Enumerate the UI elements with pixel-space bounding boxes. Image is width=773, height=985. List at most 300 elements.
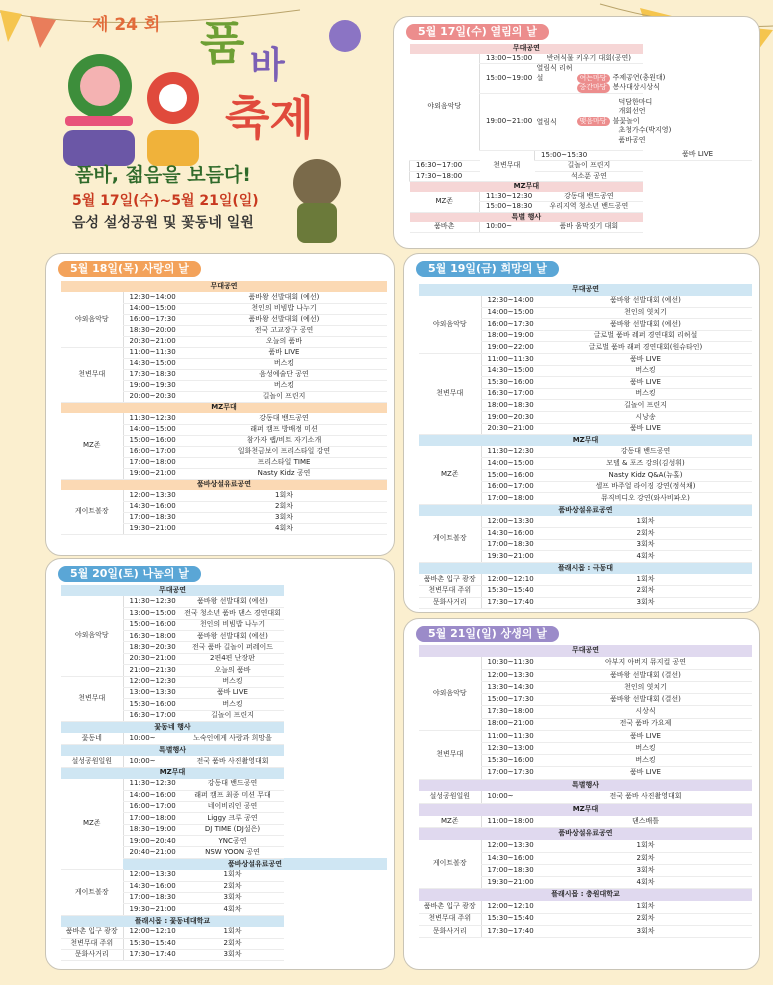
time-cell: 10:00~ xyxy=(123,733,181,744)
section-title: 무대공연 xyxy=(419,645,752,657)
section-title: 특별 행사 xyxy=(410,212,644,222)
venue-cell: MZ존 xyxy=(61,413,123,479)
program-item: 불꽃놀이 xyxy=(612,116,640,125)
section-header xyxy=(61,281,387,292)
event-cell: 강동대 밴드공연 xyxy=(181,779,284,790)
event-cell: 강동대 밴드공연 xyxy=(539,446,752,458)
venue-cell: 게이트볼장 xyxy=(61,490,123,534)
time-cell: 14:30~15:00 xyxy=(123,358,181,369)
venue-cell: MZ존 xyxy=(419,446,481,504)
time-cell: 15:00~18:30 xyxy=(480,202,535,213)
event-cell: 일화천금보이 프리스타일 강연 xyxy=(181,446,387,457)
section-title: MZ무대 xyxy=(410,182,644,192)
section-title: 품바상설유료공연 xyxy=(419,828,752,840)
schedule-row xyxy=(419,574,752,586)
section-header xyxy=(61,744,387,755)
time-cell: 12:00~12:10 xyxy=(481,901,539,913)
section-title: MZ무대 xyxy=(61,402,387,413)
time-cell: 11:00~11:30 xyxy=(481,730,539,742)
time-cell: 18:00~18:30 xyxy=(481,400,539,412)
event-cell: 3회차 xyxy=(539,864,752,876)
venue-cell: 천변무대 주위 xyxy=(61,938,123,949)
section-title: 플래시몹 : 꽃동네대학교 xyxy=(61,915,284,926)
event-cell: 우리지역 청소년 밴드공연 xyxy=(535,202,644,213)
event-cell: 2회차 xyxy=(539,852,752,864)
venue-cell: 천변무대 xyxy=(480,150,535,182)
time-cell: 17:00~18:30 xyxy=(123,893,181,904)
festival-name-ba: 바 xyxy=(250,45,285,86)
venue-cell: 문화사거리 xyxy=(419,925,481,937)
section-header xyxy=(61,479,387,490)
event-cell: 품바왕 선발대회 (예선) xyxy=(181,596,284,607)
time-cell: 19:30~21:00 xyxy=(481,551,539,563)
time-cell: 14:30~15:00 xyxy=(481,365,539,377)
event-cell: 버스킹 xyxy=(539,365,752,377)
time-cell: 12:00~13:30 xyxy=(123,870,181,881)
program-item: 품바공연 xyxy=(618,135,646,144)
schedule-row xyxy=(419,913,752,925)
event-cell: 전국 품바 길놀이 퍼레이드 xyxy=(181,642,284,653)
time-cell: 11:30~12:30 xyxy=(481,446,539,458)
event-cell: 길놀이 프린지 xyxy=(181,710,284,721)
schedule-row xyxy=(61,756,387,767)
time-cell: 21:00~21:30 xyxy=(123,665,181,676)
venue-cell: 천변무대 xyxy=(419,730,481,779)
time-cell: 10:00~ xyxy=(480,222,535,232)
time-cell: 12:00~12:10 xyxy=(123,927,181,938)
time-cell: 13:00~13:30 xyxy=(123,688,181,699)
event-cell: 래퍼 캠프 최종 미션 무대 xyxy=(181,790,284,801)
day20-header: 5월 20일(토) 나눔의 날 xyxy=(58,566,201,582)
event-cell: Nasty Kidz Q&A(뉴홀) xyxy=(539,470,752,482)
time-cell: 16:30~18:00 xyxy=(123,631,181,642)
event-cell: 2회차 xyxy=(181,938,284,949)
section-title: 무대공연 xyxy=(419,284,752,296)
schedule-row xyxy=(419,840,752,852)
schedule-row xyxy=(410,161,753,172)
schedule-row xyxy=(410,54,753,64)
event-cell: 버스킹 xyxy=(181,699,284,710)
section-title: MZ무대 xyxy=(61,767,284,778)
event-cell: 4회차 xyxy=(539,551,752,563)
time-cell: 15:00~17:30 xyxy=(481,694,539,706)
event-cell: 버스킹 xyxy=(539,388,752,400)
event-cell: 강동대 밴드공연 xyxy=(181,413,387,424)
section-header xyxy=(61,722,387,733)
event-cell: 품바 LIVE xyxy=(539,423,752,435)
event-cell: 길놀이 프린지 xyxy=(539,400,752,412)
venue-cell: 야외음악당 xyxy=(410,54,480,161)
day20-table xyxy=(61,585,387,961)
section-header xyxy=(419,828,752,840)
time-cell: 15:30~16:00 xyxy=(481,377,539,389)
schedule-row xyxy=(419,516,752,528)
venue-cell: 야외음악당 xyxy=(61,596,123,676)
day17-table xyxy=(409,44,752,233)
festival-name-bottom: 축제 xyxy=(225,91,314,145)
section-header xyxy=(419,889,752,901)
schedule-row xyxy=(61,413,387,424)
time-cell: 19:00~22:00 xyxy=(481,342,539,354)
time-cell: 11:00~11:30 xyxy=(123,347,181,358)
venue-cell: 문화사거리 xyxy=(419,597,481,609)
time-cell: 20:40~21:00 xyxy=(123,847,181,858)
venue-cell: MZ존 xyxy=(419,816,481,828)
section-header xyxy=(419,645,752,657)
event-cell: 2회차 xyxy=(539,913,752,925)
time-cell: 16:30~17:00 xyxy=(123,710,181,721)
opening-label: 열림식 리허설 xyxy=(536,64,573,82)
section-header xyxy=(419,562,752,574)
time-cell: 17:30~17:40 xyxy=(123,950,181,961)
time-cell: 17:00~18:00 xyxy=(123,457,181,468)
event-cell: 래퍼 캠프 방배정 미션 xyxy=(181,424,387,435)
event-cell: 노숙인에게 사랑과 희망을 xyxy=(181,733,284,744)
event-cell: Nasty Kidz 공연 xyxy=(181,468,387,479)
edition-label: 제 24 회 xyxy=(92,15,161,35)
schedule-row xyxy=(419,657,752,669)
venue-cell: 천변무대 주위 xyxy=(419,913,481,925)
time-cell: 16:30~17:00 xyxy=(481,388,539,400)
schedule-row xyxy=(61,927,387,938)
schedule-row xyxy=(410,222,753,232)
event-cell xyxy=(535,64,666,94)
event-cell: YNC공연 xyxy=(181,836,284,847)
venue-cell: MZ존 xyxy=(410,192,480,213)
event-cell: 글로벌 품바 레퍼 경연대회 리허설 xyxy=(539,330,752,342)
event-cell: 버스킹 xyxy=(181,358,387,369)
event-cell: 버스킹 xyxy=(539,755,752,767)
time-cell: 14:00~15:00 xyxy=(123,303,181,314)
schedule-row xyxy=(61,950,387,961)
venue-cell: 천변무대 xyxy=(61,676,123,722)
event-cell: 전국 품바 사진촬영대회 xyxy=(181,756,284,767)
time-cell: 12:30~14:00 xyxy=(123,292,181,303)
event-cell: 3회차 xyxy=(539,539,752,551)
time-cell: 17:30~17:40 xyxy=(481,597,539,609)
event-cell: 참가자 랩/비트 자기소개 xyxy=(181,435,387,446)
event-cell: 품바왕 선발대회 (결선) xyxy=(539,694,752,706)
event-cell: 3회차 xyxy=(539,925,752,937)
section-title: 꽃동네 행사 xyxy=(61,722,284,733)
schedule-row xyxy=(419,597,752,609)
time-cell: 18:00~21:00 xyxy=(481,718,539,730)
day18-header: 5월 18일(목) 사랑의 날 xyxy=(58,261,201,277)
event-cell: 품바 LIVE xyxy=(539,377,752,389)
festival-dates: 5월 17일(수)~5월 21일(일) xyxy=(72,193,259,209)
time-cell: 11:30~12:30 xyxy=(123,596,181,607)
time-cell: 17:00~18:00 xyxy=(123,813,181,824)
event-cell: 전국 청소년 품바 댄스 경연대회 xyxy=(181,608,284,619)
program-line xyxy=(577,98,672,108)
tag-yeoneun: 여는마당 xyxy=(577,74,610,84)
section-title: 플래시몹 : 극동대 xyxy=(419,562,752,574)
schedule-row xyxy=(61,870,387,881)
event-cell: 3회차 xyxy=(181,893,284,904)
time-cell: 13:00~15:00 xyxy=(123,608,181,619)
schedule-row xyxy=(419,791,752,803)
time-cell: 17:00~18:30 xyxy=(481,539,539,551)
time-cell: 14:00~15:00 xyxy=(481,307,539,319)
event-cell: 4회차 xyxy=(539,877,752,889)
schedule-row xyxy=(61,938,387,949)
section-header xyxy=(419,779,752,791)
schedule-row xyxy=(61,292,387,303)
time-cell: 18:00~19:00 xyxy=(481,330,539,342)
program-line xyxy=(577,136,672,146)
day21-table xyxy=(419,645,752,938)
venue-cell: 천변무대 주위 xyxy=(419,585,481,597)
time-cell: 15:30~15:40 xyxy=(481,585,539,597)
time-cell: 19:00~20:40 xyxy=(123,836,181,847)
schedule-row xyxy=(419,585,752,597)
schedule-row xyxy=(61,347,387,358)
time-cell: 19:30~21:00 xyxy=(123,904,181,915)
time-cell: 19:00~21:00 xyxy=(123,468,181,479)
day19-table xyxy=(419,284,752,609)
program-item: 덕담한마디 xyxy=(618,97,653,106)
time-cell: 16:00~17:30 xyxy=(481,319,539,331)
event-cell: 1회차 xyxy=(181,490,387,501)
time-cell: 15:30~16:00 xyxy=(123,699,181,710)
event-cell: 길놀이 프린지 xyxy=(181,391,387,402)
time-cell: 19:30~21:00 xyxy=(123,523,181,534)
schedule-row xyxy=(419,816,752,828)
event-cell: 강동대 밴드공연 xyxy=(535,192,644,202)
event-cell: 시낭송 xyxy=(539,412,752,424)
event-cell: 품바 LIVE xyxy=(643,150,752,161)
event-cell: 1회차 xyxy=(181,927,284,938)
time-cell: 14:30~16:00 xyxy=(481,852,539,864)
section-title: 품바상설유료공연 xyxy=(61,479,387,490)
event-cell: 1회차 xyxy=(539,901,752,913)
schedule-row xyxy=(61,676,387,687)
time-cell: 15:00~15:30 xyxy=(535,150,644,161)
time-cell: 12:30~14:00 xyxy=(481,296,539,308)
event-cell: 프리스타일 TIME xyxy=(181,457,387,468)
time-cell: 11:30~12:30 xyxy=(480,192,535,202)
time-cell: 14:30~16:00 xyxy=(123,501,181,512)
time-cell: 11:00~18:00 xyxy=(481,816,539,828)
event-cell: 4회차 xyxy=(181,904,284,915)
program-list xyxy=(577,98,672,146)
event-cell: NSW YOON 공연 xyxy=(181,847,284,858)
time-cell: 17:00~18:00 xyxy=(481,493,539,505)
event-cell: 품바왕 선발대회 (예선) xyxy=(181,631,284,642)
event-cell: 시상식 xyxy=(539,706,752,718)
time-cell: 17:30~18:00 xyxy=(410,171,480,182)
time-cell: 17:00~17:30 xyxy=(481,767,539,779)
event-cell: 품바왕 선발대회 (결선) xyxy=(539,669,752,681)
time-cell: 12:00~13:30 xyxy=(481,516,539,528)
day17-header: 5월 17일(수) 열림의 날 xyxy=(406,24,549,40)
event-cell: 품바 LIVE xyxy=(181,347,387,358)
event-cell: 천인의 비빔밥 나누기 xyxy=(181,303,387,314)
day19-header: 5월 19일(금) 희망의 날 xyxy=(416,261,559,277)
section-header xyxy=(419,284,752,296)
event-cell: 1회차 xyxy=(539,516,752,528)
event-cell: 품바왕 선발대회 (예선) xyxy=(539,296,752,308)
time-cell: 16:00~17:00 xyxy=(123,801,181,812)
event-cell: 품바 LIVE xyxy=(539,354,752,366)
section-header xyxy=(61,585,387,596)
time-cell: 14:30~16:00 xyxy=(481,527,539,539)
time-cell: 20:30~21:00 xyxy=(123,336,181,347)
venue-cell: 야외음악당 xyxy=(61,292,123,347)
schedule-row xyxy=(410,192,753,202)
day17-card xyxy=(393,16,760,249)
time-cell: 12:00~12:10 xyxy=(481,574,539,586)
event-cell: 품바 움막짓기 대회 xyxy=(535,222,644,232)
venue-cell: MZ존 xyxy=(61,779,123,870)
schedule-row xyxy=(419,296,752,308)
schedule-row xyxy=(410,171,753,182)
time-cell: 19:00~20:30 xyxy=(481,412,539,424)
festival-venue: 음성 설성공원 및 꽃동네 일원 xyxy=(72,215,254,231)
event-cell: 2회차 xyxy=(539,585,752,597)
event-cell: 댄스배틀 xyxy=(539,816,752,828)
program-line xyxy=(577,117,672,127)
event-cell: 3회차 xyxy=(181,512,387,523)
time-cell: 11:30~12:30 xyxy=(123,413,181,424)
opening-ceremony-label: 열림식 xyxy=(536,117,557,126)
time-cell: 18:30~20:00 xyxy=(123,325,181,336)
event-cell: 버스킹 xyxy=(181,380,387,391)
venue-cell: 품바촌 입구 광장 xyxy=(419,574,481,586)
section-header xyxy=(410,182,753,192)
event-cell: 2편4편 난장판 xyxy=(181,653,284,664)
schedule-row xyxy=(419,446,752,458)
time-cell: 19:00~19:30 xyxy=(123,380,181,391)
time-cell: 17:00~18:30 xyxy=(481,864,539,876)
event-cell: 천인의 엿치기 xyxy=(539,682,752,694)
venue-cell: 문화사거리 xyxy=(61,950,123,961)
day21-card xyxy=(403,618,760,970)
event-cell: 1회차 xyxy=(181,870,284,881)
time-cell: 12:00~13:30 xyxy=(481,840,539,852)
event-cell: 1회차 xyxy=(539,574,752,586)
time-cell: 11:30~12:30 xyxy=(123,779,181,790)
event-cell: 아부지 아버지 뮤지컬 공연 xyxy=(539,657,752,669)
event-cell: 3회차 xyxy=(539,597,752,609)
day19-card xyxy=(403,253,760,613)
schedule-row xyxy=(61,490,387,501)
time-cell: 17:30~17:40 xyxy=(481,925,539,937)
time-cell: 10:00~ xyxy=(481,791,539,803)
section-title: 무대공연 xyxy=(61,585,284,596)
time-cell: 14:30~16:00 xyxy=(123,881,181,892)
venue-cell: 게이트볼장 xyxy=(419,840,481,889)
time-cell: 17:30~18:30 xyxy=(123,369,181,380)
time-cell: 11:00~11:30 xyxy=(481,354,539,366)
event-cell: 반려식물 키우기 대회(공연) xyxy=(535,54,644,64)
time-cell: 16:30~17:00 xyxy=(410,161,480,172)
schedule-row xyxy=(61,596,387,607)
event-cell: 천인의 엿치기 xyxy=(539,307,752,319)
time-cell: 15:00~16:00 xyxy=(123,435,181,446)
section-header xyxy=(419,504,752,516)
schedule-row xyxy=(61,733,387,744)
event-cell: 전국 고교장구 공연 xyxy=(181,325,387,336)
event-cell: 모델 & 포즈 강의(김성휘) xyxy=(539,458,752,470)
event-cell: 품바 LIVE xyxy=(539,767,752,779)
event-cell: 1회차 xyxy=(539,840,752,852)
time-cell: 15:00~19:00 xyxy=(480,64,535,94)
program-line xyxy=(577,126,672,136)
festival-name-top: 품 xyxy=(200,16,245,70)
time-cell: 17:30~18:00 xyxy=(481,706,539,718)
section-header xyxy=(419,435,752,447)
time-cell: 14:00~15:00 xyxy=(481,458,539,470)
program-item: 개회선언 xyxy=(618,107,646,116)
time-cell: 13:30~14:30 xyxy=(481,682,539,694)
section-title: 플래시몹 : 충원대학교 xyxy=(419,889,752,901)
event-cell: 전국 품바 가요제 xyxy=(539,718,752,730)
schedule-row xyxy=(419,925,752,937)
event-cell: 2회차 xyxy=(181,881,284,892)
day20-card xyxy=(45,558,395,970)
time-cell: 15:00~16:00 xyxy=(481,470,539,482)
schedule-row xyxy=(61,779,387,790)
tag-maeum: 맺음마당 xyxy=(577,117,610,127)
time-cell: 18:30~19:00 xyxy=(123,824,181,835)
event-cell: 석소푼 공연 xyxy=(535,171,644,182)
venue-cell: 설성공원일원 xyxy=(419,791,481,803)
section-title: 특별행사 xyxy=(61,744,284,755)
event-cell: 네이비리인 공연 xyxy=(181,801,284,812)
event-cell xyxy=(535,93,672,150)
event-cell: 천인의 비빔밥 나누기 xyxy=(181,619,284,630)
time-cell: 16:00~17:30 xyxy=(123,314,181,325)
event-cell: 길놀이 프린지 xyxy=(535,161,644,172)
time-cell: 20:30~21:00 xyxy=(481,423,539,435)
time-cell: 20:30~21:00 xyxy=(123,653,181,664)
schedule-row xyxy=(419,354,752,366)
event-cell: 셀프 바주얼 라이징 강연(정석채) xyxy=(539,481,752,493)
schedule-row xyxy=(419,901,752,913)
venue-cell: 품바촌 입구 광장 xyxy=(419,901,481,913)
time-cell: 14:00~15:00 xyxy=(123,424,181,435)
event-cell: 품바 LIVE xyxy=(181,688,284,699)
venue-cell: 품바촌 입구 광장 xyxy=(61,927,123,938)
section-title: 무대공연 xyxy=(61,281,387,292)
event-cell: 뮤직비디오 강연(와사비파오) xyxy=(539,493,752,505)
schedule-row xyxy=(419,730,752,742)
time-cell: 20:00~20:30 xyxy=(123,391,181,402)
event-cell: DJ TIME (DJ설은) xyxy=(181,824,284,835)
program-item: 봉사대상시상식 xyxy=(612,83,660,91)
time-cell: 15:00~16:00 xyxy=(123,619,181,630)
event-cell: 버스킹 xyxy=(539,743,752,755)
day18-table xyxy=(61,281,387,535)
venue-cell: 게이트볼장 xyxy=(419,516,481,562)
event-cell: 음성예술단 공연 xyxy=(181,369,387,380)
section-header xyxy=(419,803,752,815)
time-cell: 10:00~ xyxy=(123,756,181,767)
event-cell: 2회차 xyxy=(539,527,752,539)
day21-header: 5월 21일(일) 상생의 날 xyxy=(416,626,559,642)
event-cell: 오늘의 품바 xyxy=(181,665,284,676)
section-header xyxy=(410,44,753,54)
section-header xyxy=(61,402,387,413)
time-cell: 17:00~18:30 xyxy=(123,512,181,523)
program-item: 주제공연(충원대) xyxy=(612,73,666,82)
section-title: MZ무대 xyxy=(419,803,752,815)
event-cell: 품바 LIVE xyxy=(539,730,752,742)
event-cell: 2회차 xyxy=(181,501,387,512)
event-cell: 품바왕 선발대회 (예선) xyxy=(181,292,387,303)
time-cell: 13:00~15:00 xyxy=(480,54,535,64)
